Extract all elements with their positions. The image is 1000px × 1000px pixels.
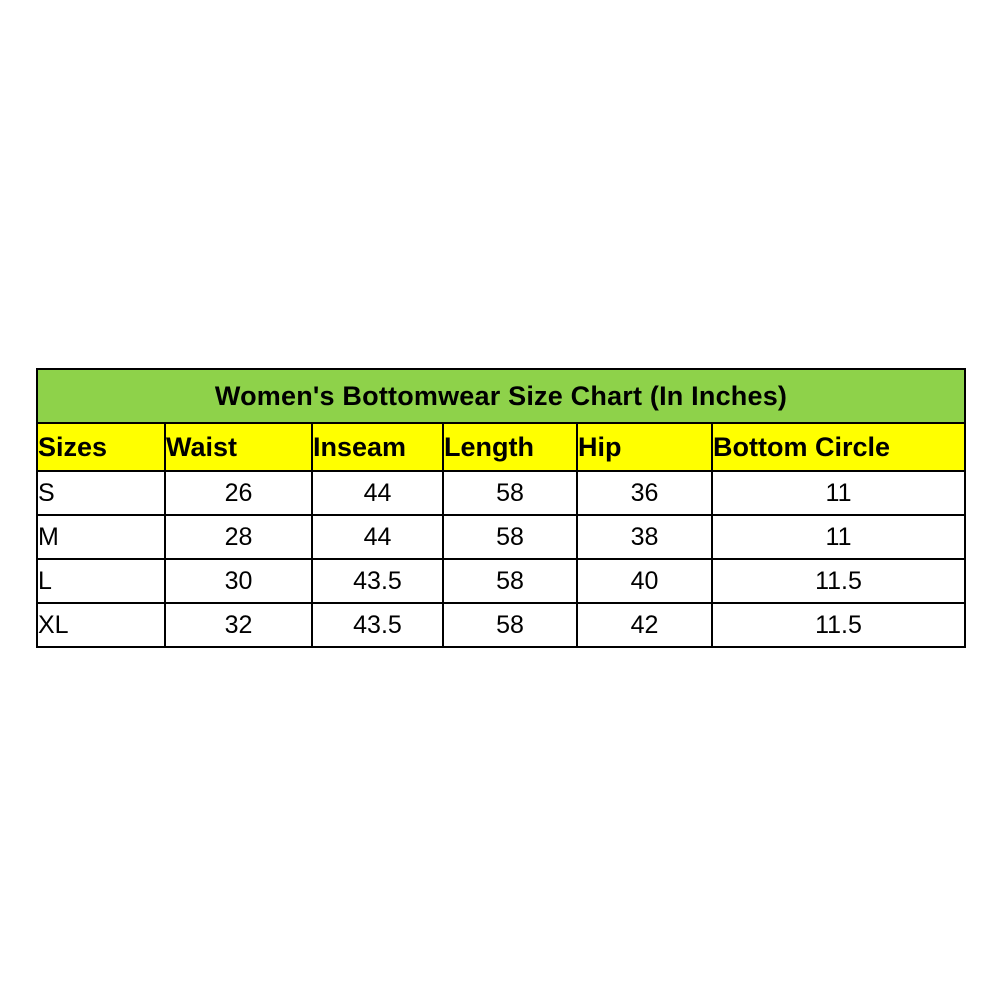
cell-length: 58 [443, 471, 577, 515]
column-header-inseam: Inseam [312, 423, 443, 471]
cell-waist: 28 [165, 515, 312, 559]
cell-inseam: 43.5 [312, 559, 443, 603]
cell-inseam: 44 [312, 515, 443, 559]
chart-title: Women's Bottomwear Size Chart (In Inches) [37, 369, 965, 423]
cell-length: 58 [443, 515, 577, 559]
table-row [37, 603, 965, 647]
column-header-sizes: Sizes [37, 423, 165, 471]
table-header-row [37, 423, 965, 471]
cell-size: XL [37, 603, 165, 647]
cell-length: 58 [443, 603, 577, 647]
cell-inseam: 43.5 [312, 603, 443, 647]
cell-bottom-circle: 11.5 [712, 559, 965, 603]
table-row [37, 515, 965, 559]
column-header-hip: Hip [577, 423, 712, 471]
column-header-length: Length [443, 423, 577, 471]
cell-size: S [37, 471, 165, 515]
cell-size: L [37, 559, 165, 603]
cell-waist: 30 [165, 559, 312, 603]
cell-inseam: 44 [312, 471, 443, 515]
column-header-bottom-circle: Bottom Circle [712, 423, 965, 471]
cell-bottom-circle: 11.5 [712, 603, 965, 647]
cell-bottom-circle: 11 [712, 515, 965, 559]
column-header-waist: Waist [165, 423, 312, 471]
cell-hip: 42 [577, 603, 712, 647]
table-title-row [37, 369, 965, 423]
cell-hip: 40 [577, 559, 712, 603]
cell-size: M [37, 515, 165, 559]
cell-hip: 38 [577, 515, 712, 559]
table-row [37, 471, 965, 515]
cell-hip: 36 [577, 471, 712, 515]
cell-waist: 32 [165, 603, 312, 647]
cell-length: 58 [443, 559, 577, 603]
size-chart-table [36, 368, 966, 648]
cell-bottom-circle: 11 [712, 471, 965, 515]
cell-waist: 26 [165, 471, 312, 515]
table-row [37, 559, 965, 603]
